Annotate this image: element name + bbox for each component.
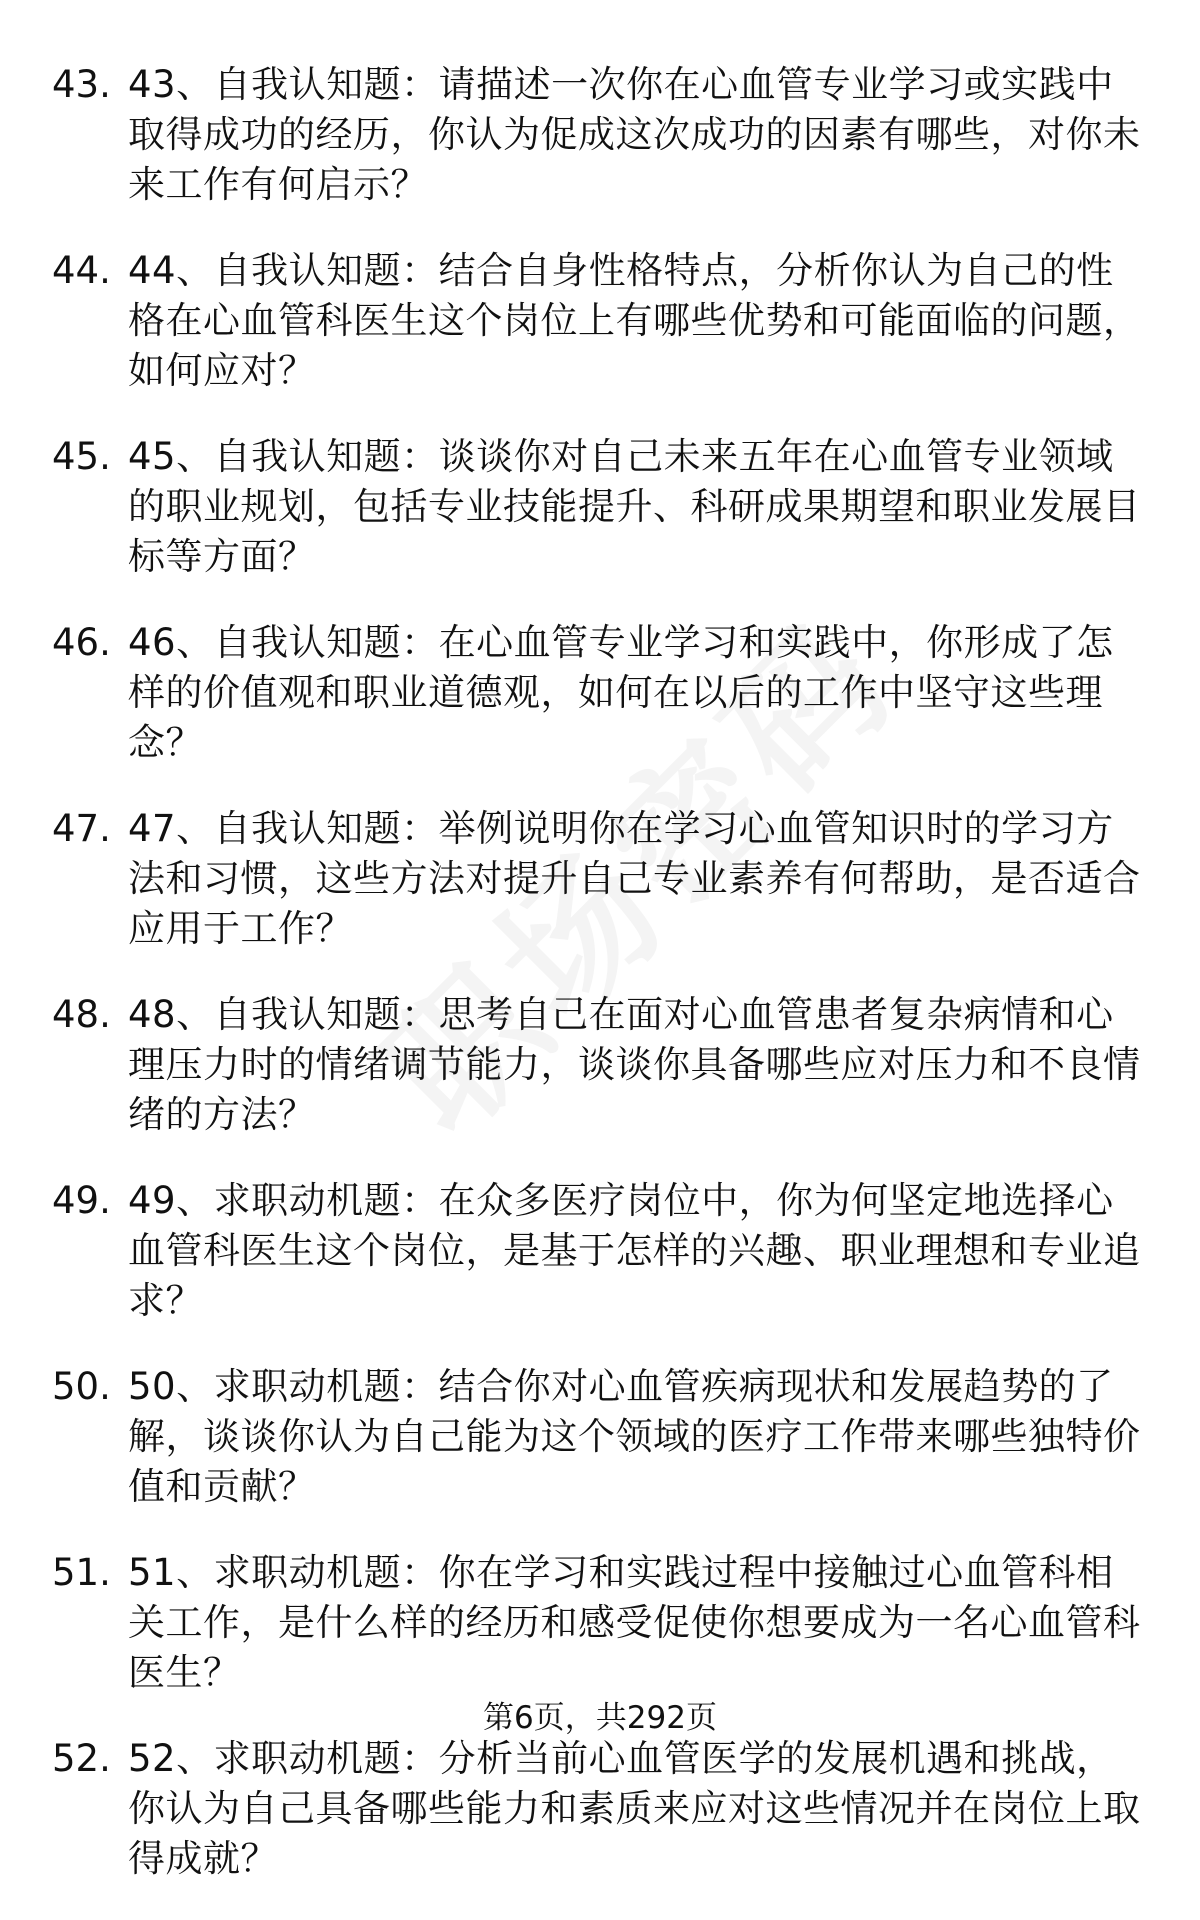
question-number: 44. — [52, 249, 111, 292]
question-item — [0, 1176, 1200, 1326]
question-item — [0, 804, 1200, 954]
question-text: 43、自我认知题：请描述一次你在心血管专业学习或实践中取得成功的经历，你认为促成这次成功的因素有哪些，对你未来工作有何启示？ — [128, 63, 1141, 206]
question-number: 47. — [52, 807, 111, 850]
question-text: 48、自我认知题：思考自己在面对心血管患者复杂病情和心理压力时的情绪调节能力，谈谈你具备哪些应对压力和不良情绪的方法？ — [128, 993, 1141, 1136]
question-number: 50. — [52, 1365, 111, 1408]
question-item — [0, 1362, 1200, 1512]
question-text: 47、自我认知题：举例说明你在学习心血管知识时的学习方法和习惯，这些方法对提升自己专业素养有何帮助，是否适合应用于工作？ — [128, 807, 1141, 950]
question-item — [0, 246, 1200, 396]
question-text: 46、自我认知题：在心血管专业学习和实践中，你形成了怎样的价值观和职业道德观，如何在以后的工作中坚守这些理念？ — [128, 621, 1114, 764]
question-number: 49. — [52, 1179, 111, 1222]
question-text: 50、求职动机题：结合你对心血管疾病现状和发展趋势的了解，谈谈你认为自己能为这个领域的医疗工作带来哪些独特价值和贡献？ — [128, 1365, 1141, 1508]
question-text: 44、自我认知题：结合自身性格特点，分析你认为自己的性格在心血管科医生这个岗位上有哪些优势和可能面临的问题，如何应对？ — [128, 249, 1141, 392]
question-item — [0, 990, 1200, 1140]
question-text: 49、求职动机题：在众多医疗岗位中，你为何坚定地选择心血管科医生这个岗位，是基于怎样的兴趣、职业理想和专业追求？ — [128, 1179, 1141, 1322]
question-item — [0, 1734, 1200, 1884]
question-number: 45. — [52, 435, 111, 478]
question-number: 43. — [52, 63, 111, 106]
question-text: 52、求职动机题：分析当前心血管医学的发展机遇和挑战，你认为自己具备哪些能力和素质来应对这些情况并在岗位上取得成就？ — [128, 1737, 1141, 1880]
question-item — [0, 1548, 1200, 1698]
question-list — [0, 60, 1200, 1920]
question-item — [0, 432, 1200, 582]
page-footer: 第6页，共292页 — [483, 1700, 717, 1736]
question-item — [0, 60, 1200, 210]
question-number: 48. — [52, 993, 111, 1036]
question-number: 46. — [52, 621, 111, 664]
question-text: 51、求职动机题：你在学习和实践过程中接触过心血管科相关工作，是什么样的经历和感受促使你想要成为一名心血管科医生？ — [128, 1551, 1141, 1694]
question-number: 51. — [52, 1551, 111, 1594]
question-text: 45、自我认知题：谈谈你对自己未来五年在心血管专业领域的职业规划，包括专业技能提升、科研成果期望和职业发展目标等方面？ — [128, 435, 1141, 578]
question-item — [0, 618, 1200, 768]
question-number: 52. — [52, 1737, 111, 1780]
